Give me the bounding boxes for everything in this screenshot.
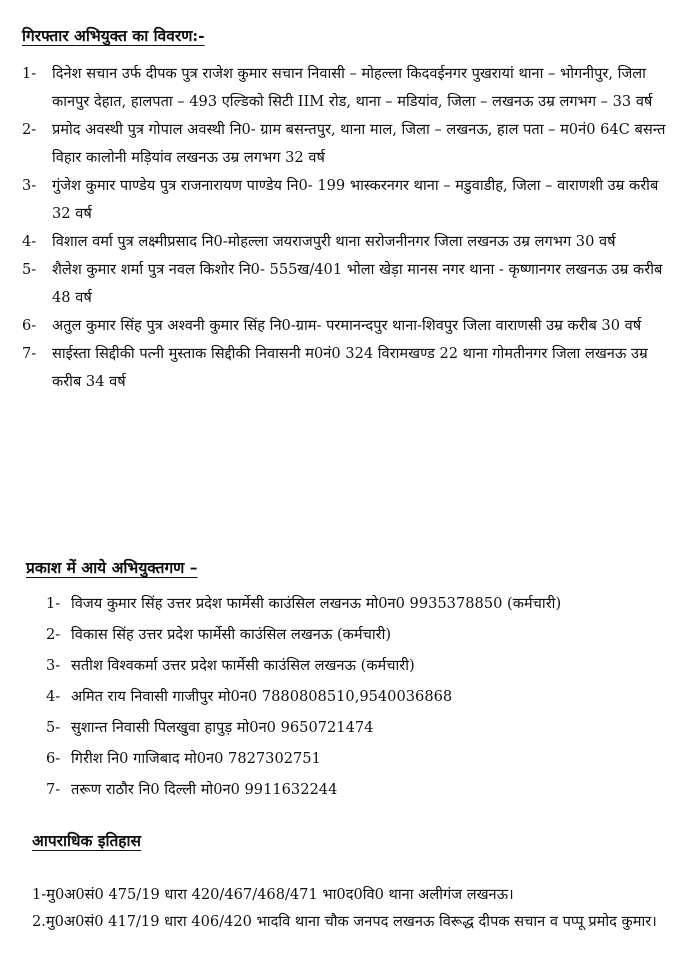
revealed-list bbox=[46, 588, 676, 805]
list-item bbox=[22, 60, 677, 116]
arrested-heading: गिरफ्तार अभियुक्त का विवरण:- bbox=[22, 26, 205, 45]
item-number: 5- bbox=[46, 719, 61, 736]
item-text: प्रमोद अवस्थी पुत्र गोपाल अवस्थी नि0- ग्राम बसन्तपुर, थाना माल, जिला – लखनऊ, हाल पता – म0नं0 64C बसन्त विहार कालोनी मड़ियांव लखनऊ उम्र लगभग 32 वर्ष bbox=[52, 121, 666, 166]
history-entry: 2.मु0अ0सं0 417/19 धारा 406/420 भादवि थाना चौक जनपद लखनऊ विरूद्ध दीपक सचान व पप्पू प्रमोद कुमार। bbox=[32, 913, 657, 930]
item-number: 3- bbox=[22, 177, 37, 194]
arrested-list bbox=[22, 60, 677, 396]
item-text: सतीश विश्वकर्मा उत्तर प्रदेश फार्मेसी काउंसिल लखनऊ (कर्मचारी) bbox=[71, 657, 415, 674]
history-heading: आपराधिक इतिहास bbox=[32, 831, 142, 850]
item-number: 1- bbox=[46, 595, 61, 612]
item-text: दिनेश सचान उर्फ दीपक पुत्र राजेश कुमार सचान निवासी – मोहल्ला किदवईनगर पुखरायां थाना – भोगनीपुर, जिला कानपुर देहात, हालपता – 493 एल्डिको सिटी IIM रोड, थाना – मडियांव, जिला – लखनऊ उम्र लगभग – 33 वर्ष bbox=[52, 65, 653, 110]
list-item bbox=[46, 681, 676, 712]
item-number: 6- bbox=[22, 317, 37, 334]
item-text: तरूण राठौर नि0 दिल्ली मो0न0 9911632244 bbox=[71, 781, 338, 798]
item-text: साईस्ता सिद्दीकी पत्नी मुस्ताक सिद्दीकी निवासनी म0नं0 324 विरामखण्ड 22 थाना गोमतीनगर जिला लखनऊ उम्र करीब 34 वर्ष bbox=[52, 345, 648, 390]
item-number: 4- bbox=[46, 688, 61, 705]
list-item bbox=[46, 650, 676, 681]
item-text: विजय कुमार सिंह उत्तर प्रदेश फार्मेसी काउंसिल लखनऊ मो0न0 9935378850 (कर्मचारी) bbox=[71, 595, 562, 612]
item-text: विकास सिंह उत्तर प्रदेश फार्मेसी काउंसिल लखनऊ (कर्मचारी) bbox=[71, 626, 392, 643]
history-entry: 1-मु0अ0सं0 475/19 धारा 420/467/468/471 भा0द0वि0 थाना अलीगंज लखनऊ। bbox=[32, 886, 514, 903]
item-text: गुंजेश कुमार पाण्डेय पुत्र राजनारायण पाण्डेय नि0- 199 भास्करनगर थाना – मडुवाडीह, जिला – वाराणशी उम्र करीब 32 वर्ष bbox=[52, 177, 659, 222]
item-number: 6- bbox=[46, 750, 61, 767]
list-item bbox=[46, 712, 676, 743]
item-number: 4- bbox=[22, 233, 37, 250]
item-number: 7- bbox=[22, 345, 37, 362]
item-number: 1- bbox=[22, 65, 37, 82]
revealed-heading: प्रकाश में आये अभियुक्तगण – bbox=[26, 558, 198, 577]
list-item bbox=[22, 312, 677, 340]
item-number: 5- bbox=[22, 261, 37, 278]
item-text: विशाल वर्मा पुत्र लक्ष्मीप्रसाद नि0-मोहल्ला जयराजपुरी थाना सरोजनीनगर जिला लखनऊ उम्र लगभग 30 वर्ष bbox=[52, 233, 616, 250]
item-text: शैलेश कुमार शर्मा पुत्र नवल किशोर नि0- 555ख/401 भोला खेड़ा मानस नगर थाना - कृष्णानगर लखनऊ उम्र करीब 48 वर्ष bbox=[52, 261, 663, 306]
list-item bbox=[46, 619, 676, 650]
list-item bbox=[46, 774, 676, 805]
list-item bbox=[22, 116, 677, 172]
list-item bbox=[46, 588, 676, 619]
item-number: 2- bbox=[46, 626, 61, 643]
item-number: 2- bbox=[22, 121, 37, 138]
item-number: 3- bbox=[46, 657, 61, 674]
list-item bbox=[22, 172, 677, 228]
item-number: 7- bbox=[46, 781, 61, 798]
item-text: अतुल कुमार सिंह पुत्र अश्वनी कुमार सिंह नि0-ग्राम- परमानन्दपुर थाना-शिवपुर जिला वाराणसी उम्र करीब 30 वर्ष bbox=[52, 317, 642, 334]
item-text: सुशान्त निवासी पिलखुवा हापुड़ मो0न0 9650721474 bbox=[71, 719, 374, 736]
item-text: अमित राय निवासी गाजीपुर मो0न0 7880808510,9540036868 bbox=[71, 688, 453, 705]
list-item bbox=[46, 743, 676, 774]
list-item bbox=[22, 340, 677, 396]
list-item bbox=[22, 256, 677, 312]
criminal-history bbox=[32, 881, 677, 935]
item-text: गिरीश नि0 गाजिबाद मो0न0 7827302751 bbox=[71, 750, 321, 767]
list-item bbox=[22, 228, 677, 256]
